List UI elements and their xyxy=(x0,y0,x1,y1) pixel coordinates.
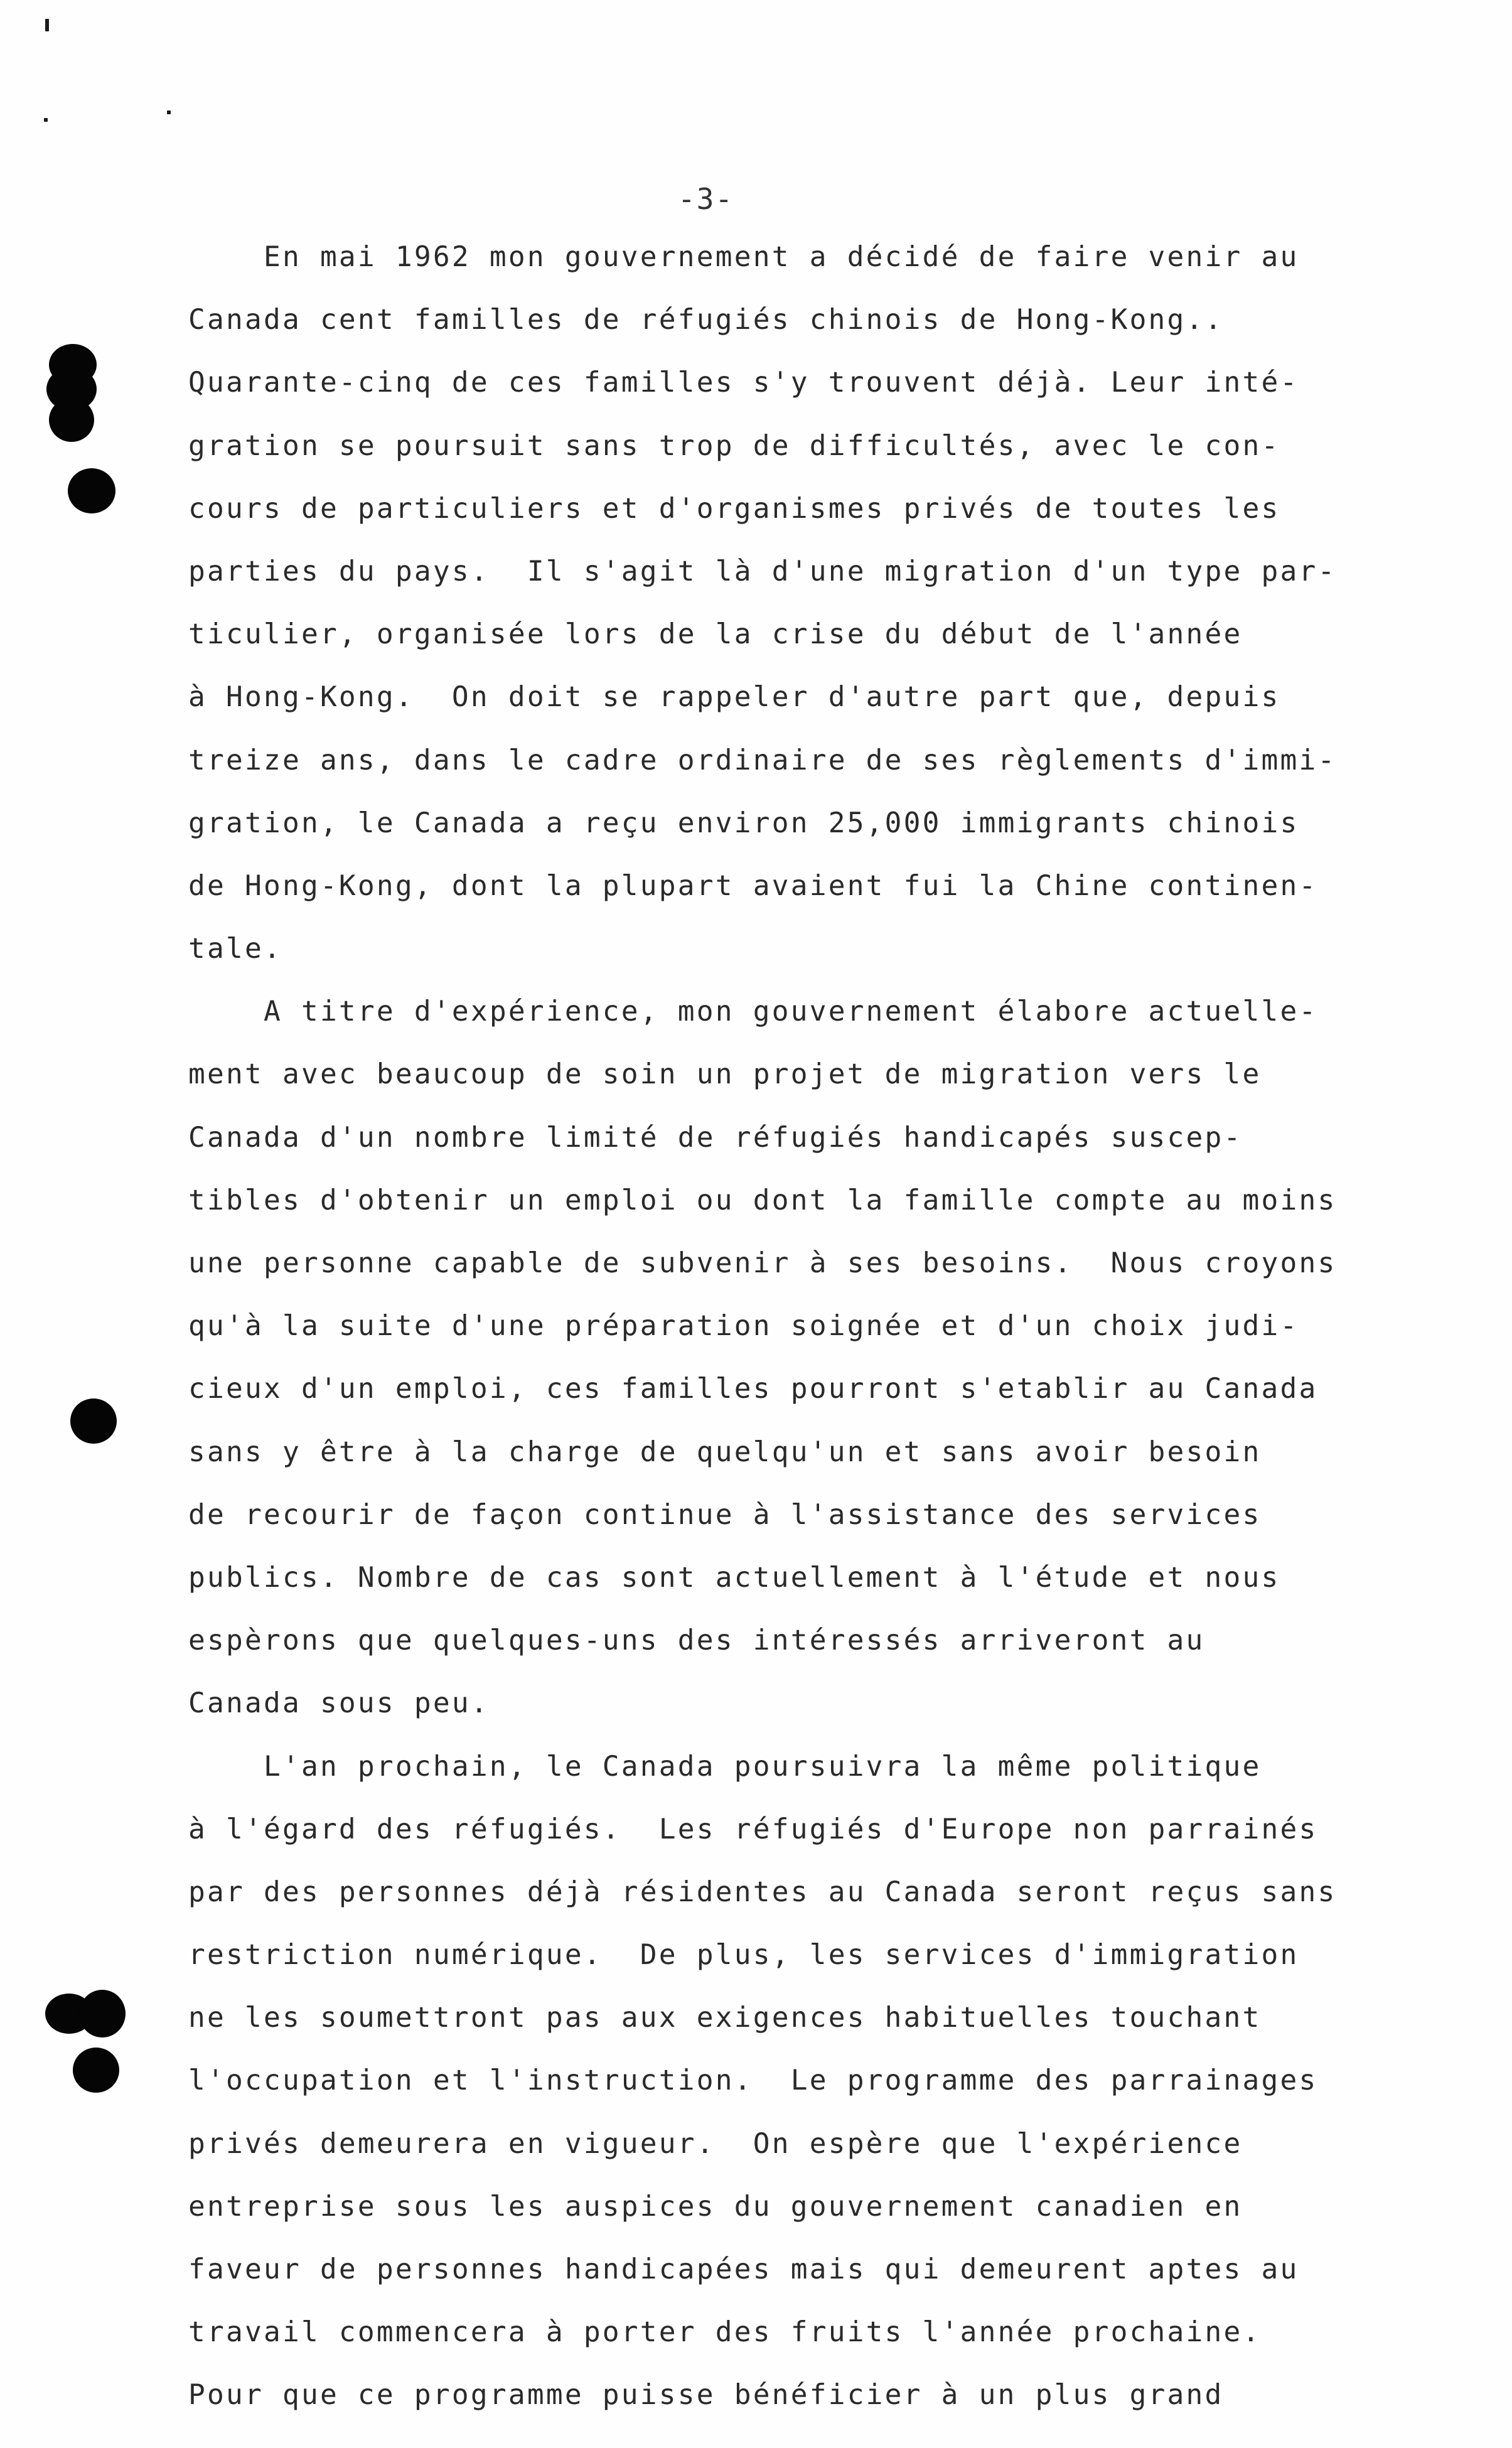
punch-hole xyxy=(79,1990,126,2037)
punch-hole xyxy=(68,468,115,513)
text-line: entreprise sous les auspices du gouvernement canadien en xyxy=(188,2190,1243,2223)
text-line: tale. xyxy=(188,933,282,965)
scan-speck xyxy=(45,19,49,31)
scan-speck xyxy=(44,118,48,122)
punch-hole xyxy=(49,398,94,442)
text-line: cours de particuliers et d'organismes privés de toutes les xyxy=(188,492,1280,525)
text-line: espèrons que quelques-uns des intéressés arriveront au xyxy=(188,1624,1205,1657)
punch-hole xyxy=(70,1398,117,1444)
text-line: parties du pays. Il s'agit là d'une migration d'un type par- xyxy=(188,555,1337,588)
text-line: Canada d'un nombre limité de réfugiés handicapés suscep- xyxy=(188,1121,1243,1154)
text-line: Canada sous peu. xyxy=(188,1687,490,1720)
text-line: Canada cent familles de réfugiés chinois de Hong-Kong.. xyxy=(188,304,1224,336)
text-line: A titre d'expérience, mon gouvernement élabore actuelle- xyxy=(188,996,1318,1028)
text-line: à Hong-Kong. On doit se rappeler d'autre part que, depuis xyxy=(188,681,1280,714)
text-line: L'an prochain, le Canada poursuivra la même politique xyxy=(188,1750,1262,1783)
text-line: travail commencera à porter des fruits l'année prochaine. xyxy=(188,2316,1262,2349)
text-line: privés demeurera en vigueur. On espère que l'expérience xyxy=(188,2127,1243,2160)
body-text xyxy=(188,226,1381,2427)
text-line: Quarante-cinq de ces familles s'y trouvent déjà. Leur inté- xyxy=(188,367,1299,399)
text-line: Pour que ce programme puisse bénéficier à un plus grand xyxy=(188,2379,1224,2412)
text-line: ne les soumettront pas aux exigences habituelles touchant xyxy=(188,2002,1262,2034)
text-line: cieux d'un emploi, ces familles pourront s'etablir au Canada xyxy=(188,1373,1318,1405)
text-line: qu'à la suite d'une préparation soignée et d'un choix judi- xyxy=(188,1310,1299,1343)
text-line: l'occupation et l'instruction. Le programme des parrainages xyxy=(188,2064,1318,2097)
text-line: ticulier, organisée lors de la crise du début de l'année xyxy=(188,618,1243,651)
scan-speck xyxy=(167,110,171,114)
page-number: -3- xyxy=(678,182,734,216)
text-line: gration, le Canada a reçu environ 25,000 immigrants chinois xyxy=(188,807,1299,839)
punch-hole xyxy=(73,2048,119,2093)
text-line: faveur de personnes handicapées mais qui demeurent aptes au xyxy=(188,2253,1299,2285)
text-line: tibles d'obtenir un emploi ou dont la famille compte au moins xyxy=(188,1184,1337,1216)
text-line: de recourir de façon continue à l'assistance des services xyxy=(188,1498,1262,1531)
text-line: de Hong-Kong, dont la plupart avaient fui la Chine continen- xyxy=(188,869,1318,902)
text-line: ment avec beaucoup de soin un projet de migration vers le xyxy=(188,1058,1262,1091)
text-line: à l'égard des réfugiés. Les réfugiés d'Europe non parrainés xyxy=(188,1813,1318,1845)
text-line: sans y être à la charge de quelqu'un et sans avoir besoin xyxy=(188,1436,1262,1468)
text-line: treize ans, dans le cadre ordinaire de ses règlements d'immi- xyxy=(188,744,1337,776)
text-line: restriction numérique. De plus, les services d'immigration xyxy=(188,1939,1299,1972)
text-line: une personne capable de subvenir à ses besoins. Nous croyons xyxy=(188,1247,1337,1279)
text-line: En mai 1962 mon gouvernement a décidé de faire venir au xyxy=(188,241,1299,273)
text-line: par des personnes déjà résidentes au Canada seront reçus sans xyxy=(188,1876,1337,1908)
text-line: gration se poursuit sans trop de difficultés, avec le con- xyxy=(188,429,1280,462)
text-line: publics. Nombre de cas sont actuellement à l'étude et nous xyxy=(188,1561,1280,1594)
